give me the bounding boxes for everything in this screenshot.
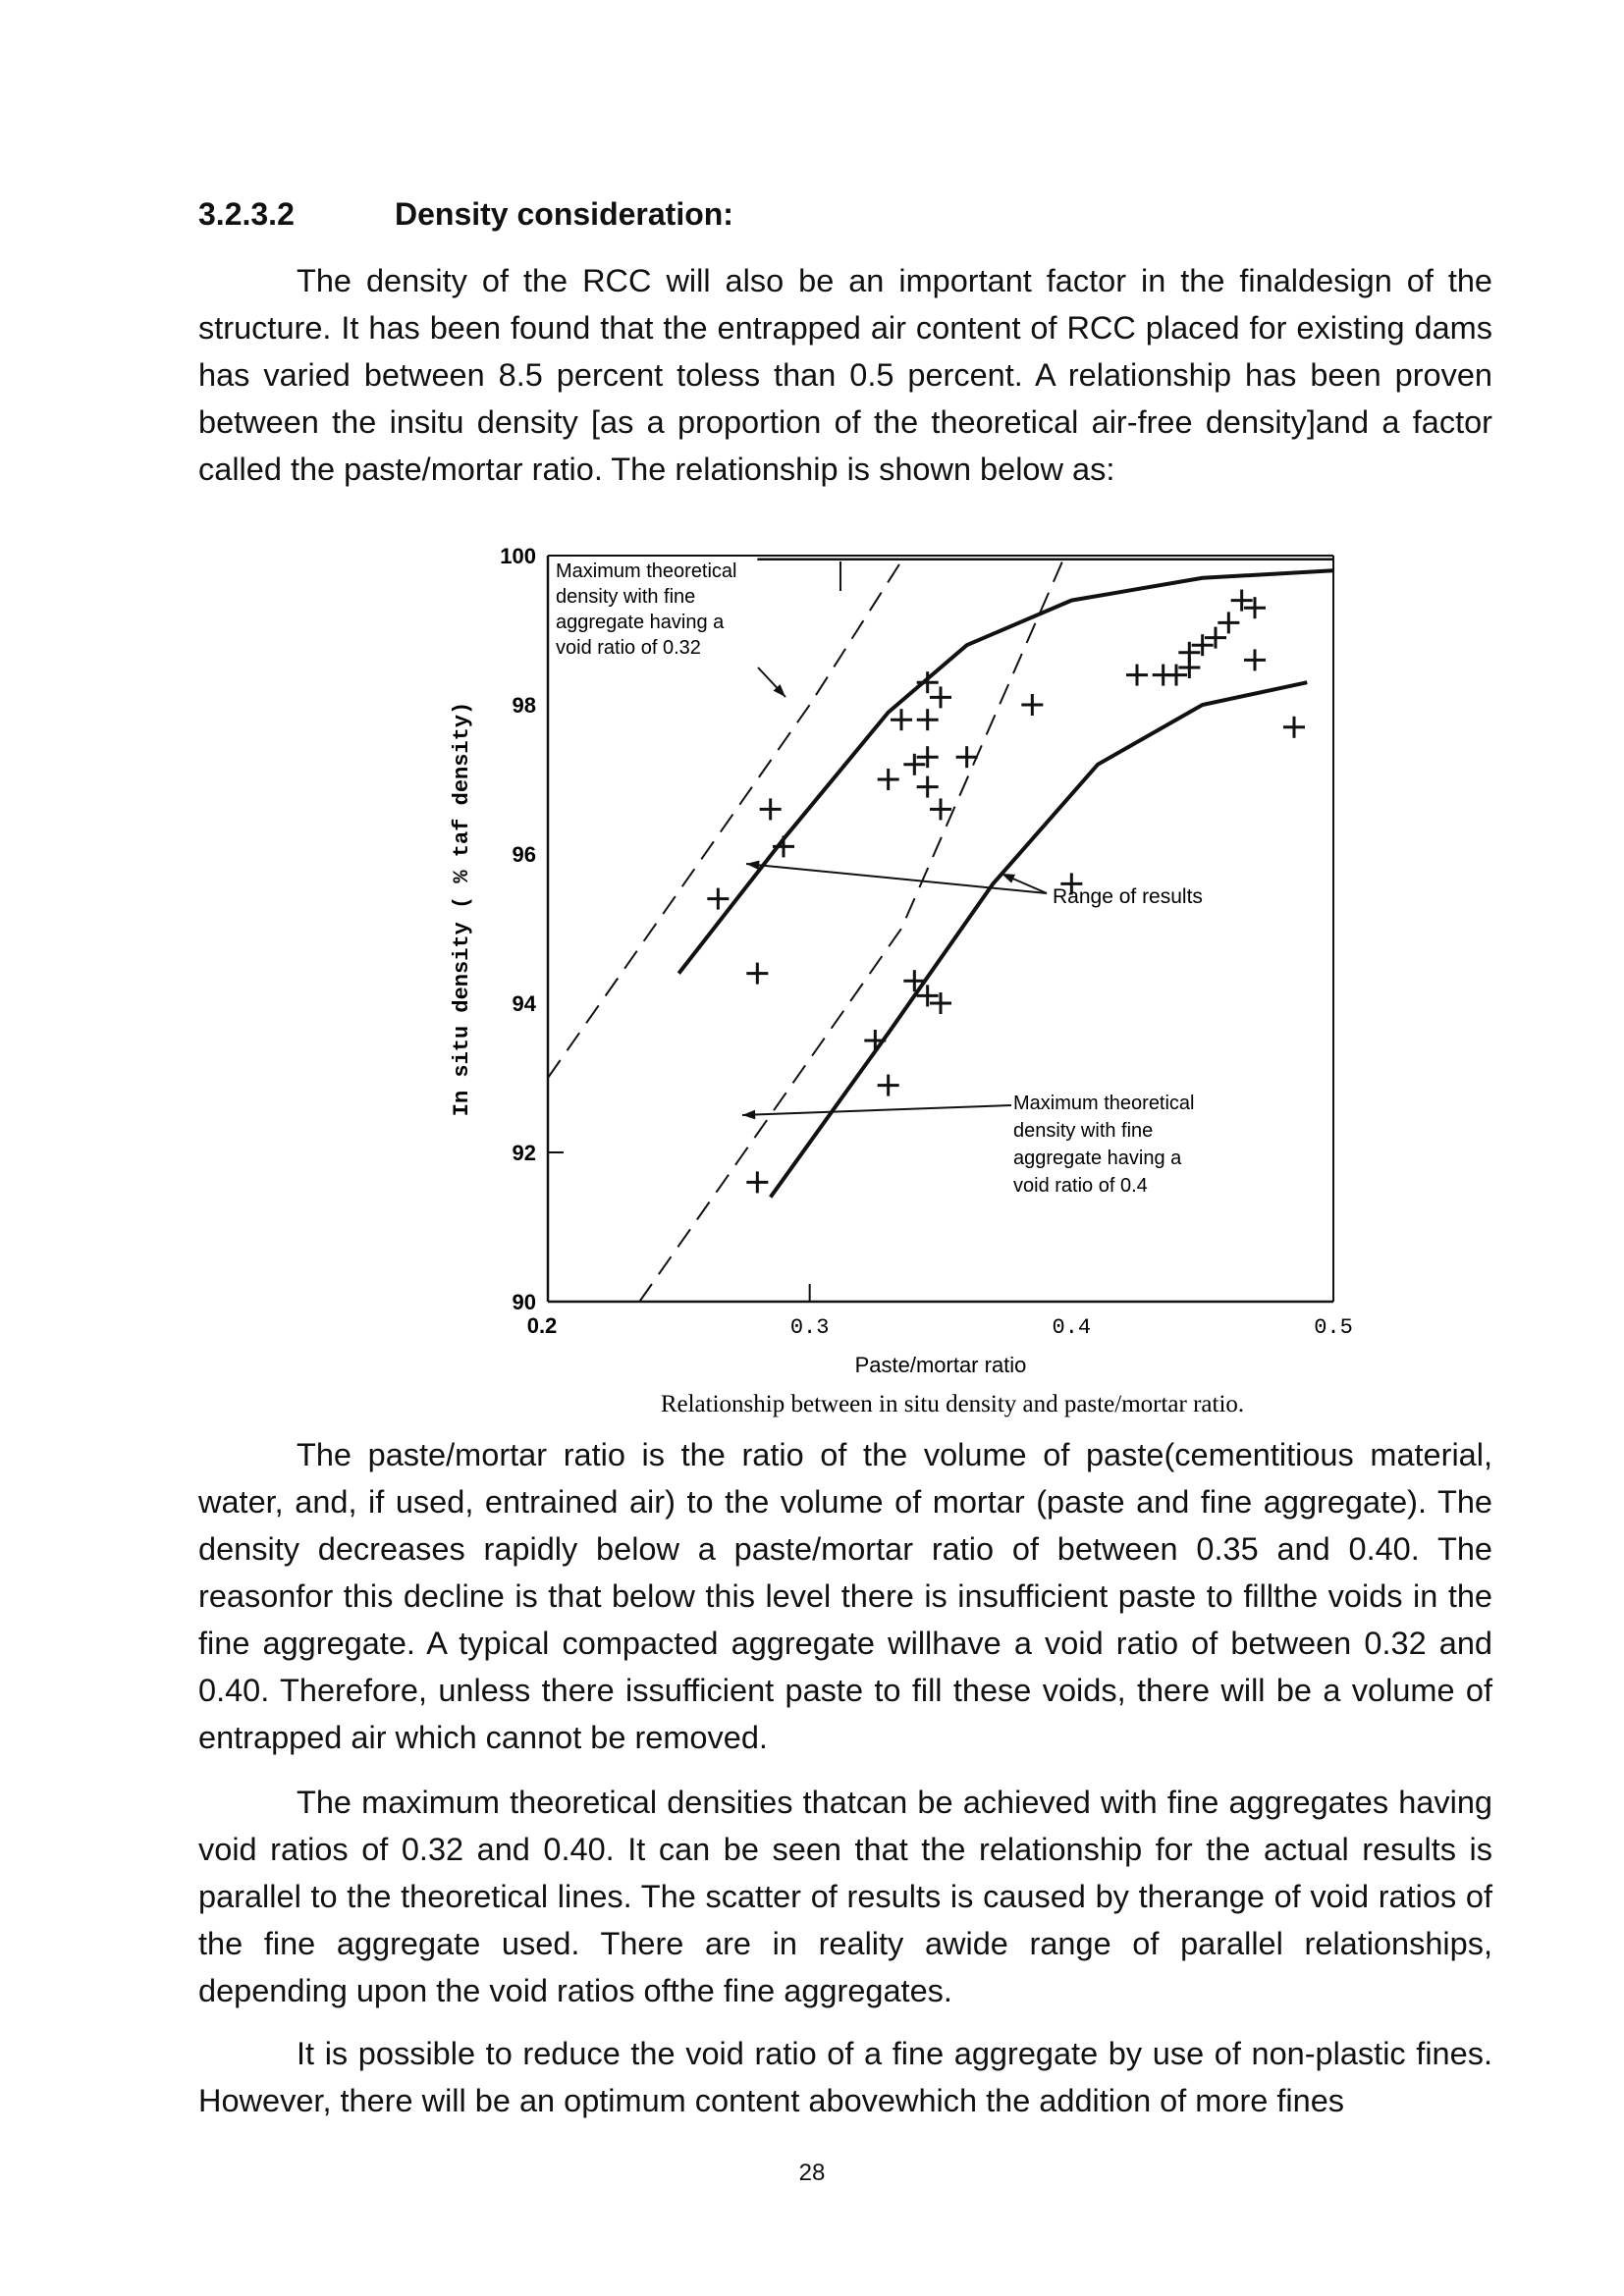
section-heading [198,196,733,233]
chart-points [707,590,1305,1194]
data-point [1244,649,1266,670]
data-point [878,769,899,790]
paragraph-paste-mortar: The paste/mortar ratio is the ratio of the volume of paste(cementitious material, water, and, if used, entrained air) to the volume of mortar (paste and fine aggregate). The density decreases rapidly below a paste/mortar ratio of between 0.35 and 0.40. The reasonfor this decline is that below this level there is insufficient paste to fillthe voids in the fine aggregate. A typical compacted aggregate willhave a void ratio of between 0.32 and 0.40. Therefore, unless there issufficient paste to fill these voids, there will be a volume of entrapped air which cannot be removed. [198,1437,1492,1755]
y-tick-label: 100 [500,544,536,568]
y-tick-label: 98 [512,693,536,718]
data-point [917,709,939,730]
density-figure [432,520,1355,1423]
data-point [891,709,912,730]
data-point [746,1171,768,1193]
data-point [746,963,768,985]
annotation-032-line: density with fine [556,586,696,608]
data-point [1021,694,1043,716]
data-point [773,835,794,857]
annotation-range-label: Range of results [1053,885,1203,908]
data-point [930,686,951,708]
annotation-032-line: aggregate having a [556,612,725,633]
arrow-to-040-line [742,1105,1011,1115]
figure-caption: Relationship between in situ density and paste/mortar ratio. [660,1391,1245,1417]
x-axis-label: Paste/mortar ratio [854,1353,1027,1377]
arrow-range-upper [746,864,1047,893]
data-point [864,1030,886,1051]
density-chart [432,520,1355,1423]
paragraph-intro: The density of the RCC will also be an important factor in the finaldesign of the structure. It has been found that the entrapped air content of RCC placed for existing dams has varied between 8.5 percent toless than 0.5 percent. A relationship has been proven between the insitu density [as a proportion of the theoretical air-free density]and a factor called the paste/mortar ratio. The relationship is shown below as: [198,263,1492,487]
annotation-032-line: void ratio of 0.32 [556,637,701,659]
arrow-to-040-line-head [742,1110,755,1120]
data-point [917,776,939,798]
paragraph-theoretical: The maximum theoretical densities thatcan be achieved with fine aggregates having void ratios of 0.32 and 0.40. It can be seen that the relationship for the actual results is parallel to the theoretical lines. The scatter of results is caused by therange of void ratios of the fine aggregate used. There are in reality awide range of parallel relationships, depending upon the void ratios ofthe fine aggregates. [198,1785,1492,2008]
annotation-040-line: Maximum theoretical [1013,1093,1195,1114]
y-tick-label: 90 [512,1290,536,1314]
page-number: 28 [798,2160,826,2186]
arrow-range-upper-head [746,861,760,871]
chart-labels [450,544,1353,1417]
data-point [760,798,782,820]
chart-arrows [742,561,1047,1119]
data-point [1126,665,1148,686]
section-number: 3.2.3.2 [198,196,295,232]
section-title: Density consideration: [395,196,733,232]
annotation-040-line: void ratio of 0.4 [1013,1175,1148,1197]
upper-range-curve [678,570,1333,973]
y-tick-label: 92 [512,1141,536,1165]
y-tick-label: 94 [512,991,536,1016]
x-tick-label: 0.5 [1314,1315,1353,1340]
x-tick-label: 0.4 [1052,1315,1092,1340]
data-point [1283,717,1305,738]
paragraph-fines: It is possible to reduce the void ratio of a fine aggregate by use of non-plastic fines. However, there will be an optimum content abovewhich the addition of more fines [198,2036,1492,2118]
y-tick-label: 96 [512,842,536,867]
data-point [878,1075,899,1096]
data-point [707,888,729,910]
arrow-range-lower-head [1001,874,1015,883]
y-axis-label: In situ density ( % taf density) [450,701,474,1117]
annotation-040-line: density with fine [1013,1120,1154,1142]
theoretical-line-040 [639,541,1071,1302]
data-point [1218,612,1239,633]
x-tick-label: 0.3 [789,1315,830,1340]
data-point [917,671,939,693]
x-tick-label: 0.2 [526,1313,558,1338]
annotation-032-line: Maximum theoretical [556,561,737,582]
data-point [930,798,951,820]
annotation-040-line: aggregate having a [1013,1148,1182,1169]
